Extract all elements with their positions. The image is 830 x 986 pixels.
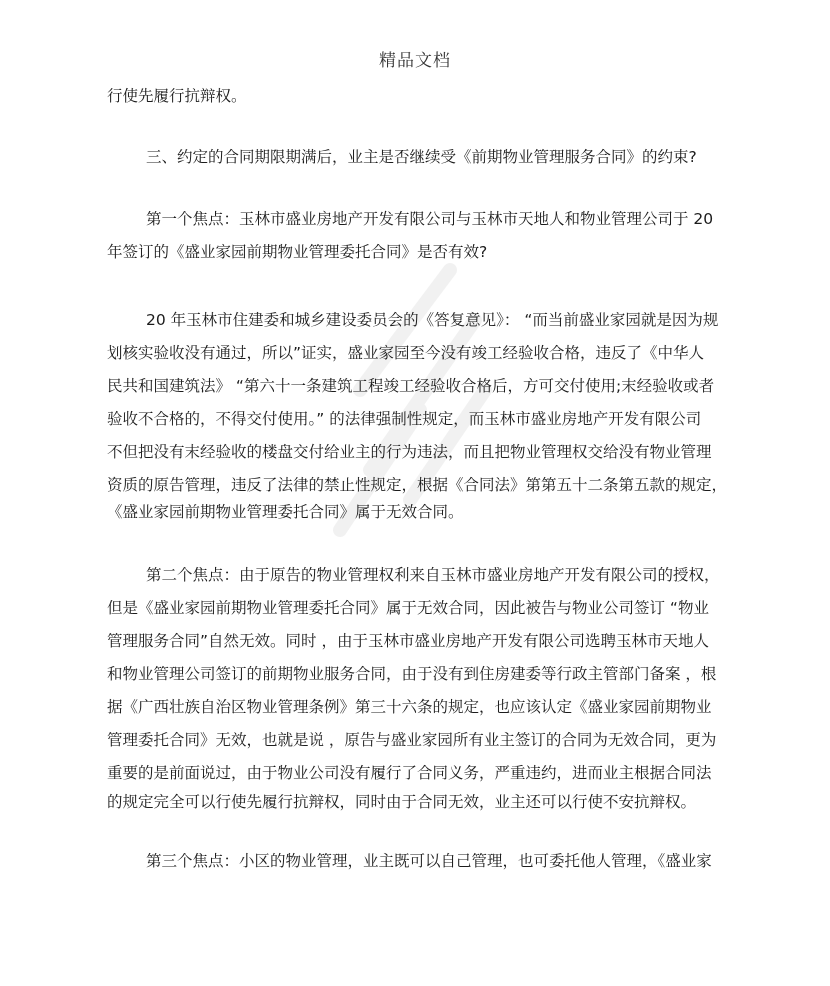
text-line: 不但把没有末经验收的楼盘交付给业主的行为违法，而且把物业管理权交给没有物业管理 — [107, 443, 712, 461]
text-line: 管理服务合同”自然无效。同时 ，由于玉林市盛业房地产开发有限公司选聘玉林市天地人 — [107, 632, 709, 650]
text-line: 第二个焦点：由于原告的物业管理权利来自玉林市盛业房地产开发有限公司的授权， — [146, 566, 720, 584]
text-line: 验收不合格的，不得交付使用。” 的法律强制性规定，而玉林市盛业房地产开发有限公司 — [107, 410, 702, 428]
text-line: 年签订的《盛业家园前期物业管理委托合同》是否有效? — [107, 243, 488, 261]
text-line: 重要的是前面说过，由于物业公司没有履行了合同义务，严重违约，进而业主根据合同法 — [107, 764, 712, 782]
text-line: 管理委托合同》无效，也就是说 ，原告与盛业家园所有业主签订的合同为无效合同，更为 — [107, 731, 717, 749]
text-line: 第三个焦点：小区的物业管理，业主既可以自己管理，也可委托他人管理，《盛业家 — [146, 852, 712, 870]
text-line: 20 年玉林市住建委和城乡建设委员会的《答复意见》： “而当前盛业家园就是因为规 — [146, 311, 719, 329]
text-line: 行使先履行抗辩权。 — [107, 87, 247, 105]
text-line: 资质的原告管理，违反了法律的禁止性规定，根据《合同法》第第五十二条第五款的规定， — [107, 476, 728, 494]
page-header-title: 精品文档 — [379, 51, 451, 71]
text-line: 但是《盛业家园前期物业管理委托合同》属于无效合同，因此被告与物业公司签订 “物业 — [107, 599, 709, 617]
text-line: 划核实验收没有通过，所以”证实，盛业家园至今没有竣工经验收合格，违反了《中华人 — [107, 344, 705, 362]
text-line: 《盛业家园前期物业管理委托合同》属于无效合同。 — [107, 503, 464, 521]
text-line: 民共和国建筑法》 “第六十一条建筑工程竣工经验收合格后，方可交付使用;末经验收或者 — [107, 377, 715, 395]
text-line: 据《广西壮族自治区物业管理条例》第三十六条的规定，也应该认定《盛业家园前期物业 — [107, 698, 712, 716]
text-line: 和物业管理公司签订的前期物业服务合同，由于没有到住房建委等行政主管部门备案 ，根 — [107, 665, 717, 683]
text-line: 第一个焦点：玉林市盛业房地产开发有限公司与玉林市天地人和物业管理公司于 20 — [146, 210, 714, 228]
text-line: 三、约定的合同期限期满后，业主是否继续受《前期物业管理服务合同》的约束? — [146, 148, 697, 166]
text-line: 的规定完全可以行使先履行抗辩权，同时由于合同无效，业主还可以行使不安抗辩权。 — [107, 793, 697, 811]
